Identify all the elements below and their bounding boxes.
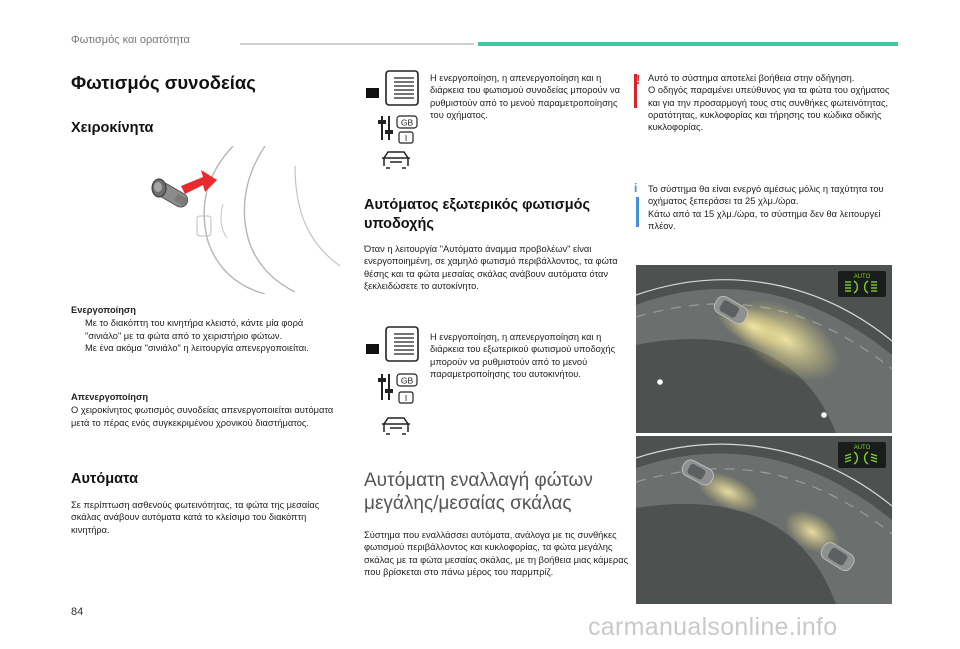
svg-text:GB: GB: [400, 117, 414, 128]
lighting-stalk-illustration: [145, 146, 340, 294]
info-note: i Το σύστημα θα είναι ενεργό αμέσως μόλις η ταχύτητα του οχήματος ξεπεράσει τα 25 χλμ./ώρα. Κάτω από τα 15 χλμ./ώρα, το σύστημα δεν θα λειτουργεί πλέον.: [634, 181, 884, 231]
svg-text:I: I: [404, 393, 408, 403]
settings-sliders-icon: [382, 116, 389, 140]
menu-icons-2: [364, 326, 424, 444]
screen-icon: [366, 88, 379, 98]
svg-text:I: I: [404, 133, 408, 143]
page-number: 84: [71, 606, 84, 618]
manual-title: Χειροκίνητα: [71, 120, 154, 136]
touchscreen-icon: [386, 327, 418, 361]
deactivation-block: [71, 391, 343, 429]
running-title: Φωτισμός και ορατότητα: [71, 34, 190, 46]
activation-item: Με ένα ακόμα "σινιάλο" η λειτουργία απενεργοποιείται.: [85, 342, 309, 353]
menu-note-1: Η ενεργοποίηση, η απενεργοποίηση και η διάρκεια του φωτισμού συνοδείας μπορούν να ρυθμιστούν από το μενού παραμετροποίησης του οχήματος.: [430, 73, 620, 120]
warning-icon: !: [636, 72, 641, 87]
activation-block: [71, 304, 341, 354]
car-icon: [382, 418, 410, 434]
activation-title: Ενεργοποίηση: [71, 305, 136, 315]
page-title: Φωτισμός συνοδείας: [71, 72, 256, 93]
warning-note: ! Αυτό το σύστημα αποτελεί βοήθεια στην οδήγηση. Ο οδηγός παραμένει υπεύθυνος για τα φώτα του οχήματος και για την προσαρμογή τους στις συνθήκες φωτεινότητας, ορατότητας, κυκλοφορίας και τήρησης του κώδικα οδικής κυκλοφορίας.: [636, 72, 890, 133]
auto-badge: AUTO: [853, 445, 871, 451]
deactivation-title: Απενεργοποίηση: [71, 392, 149, 402]
menu-note-2: Η ενεργοποίηση, η απενεργοποίηση και η διάρκεια του εξωτερικού φωτισμού υποδοχής μπορούν να ρυθμιστούν από το μενού παραμετροποίησης του αυτοκινήτου.: [430, 332, 616, 379]
high-beam-illustration: [636, 265, 892, 433]
welcome-text: Όταν η λειτουργία "Αυτόματο άναμμα προβολέων" είναι ενεργοποιημένη, σε χαμηλό φωτισμό περιβάλλοντος, τα φώτα θέσης και τα φώτα μεσαίας σκάλας ανάβουν αυτόματα όταν ξεκλειδώσετε το αυτοκίνητο.: [364, 244, 618, 291]
automatic-title: Αυτόματα: [71, 471, 139, 487]
settings-sliders-icon: [382, 374, 389, 400]
auto-badge: AUTO: [853, 274, 871, 280]
dipped-beam-illustration: [636, 436, 892, 604]
welcome-title: Αυτόματος εξωτερικός φωτισμός υποδοχής: [364, 197, 590, 232]
screen-icon: [366, 344, 379, 354]
menu-icons-1: [364, 70, 424, 172]
activation-item: Με το διακόπτη του κινητήρα κλειστό, κάντε μία φορά "σινιάλο" με τα φώτα από το χειριστήριο φώτων.: [85, 318, 304, 341]
automatic-text: Σε περίπτωση ασθενούς φωτεινότητας, τα φώτα της μεσαίας σκάλας ανάβουν αυτόματα κατά το κλείσιμο του διακόπτη κινητήρα.: [71, 500, 320, 535]
deactivation-text: Ο χειροκίνητος φωτισμός συνοδείας απενεργοποιείται αυτόματα μετά το πέρας ενός συγκεκριμένου χρονικού διαστήματος.: [71, 405, 334, 428]
svg-text:GB: GB: [400, 375, 414, 386]
beam-switch-title: Αυτόματη εναλλαγή φώτων μεγάλης/μεσαίας σκάλας: [364, 470, 593, 514]
watermark: carmanualsonline.info: [588, 613, 838, 641]
header-accent-rule: [478, 42, 898, 46]
header-rule: [240, 43, 474, 45]
beam-switch-text: Σύστημα που εναλλάσσει αυτόματα, ανάλογα με τις συνθήκες φωτισμού περιβάλλοντος και κυκλοφορίας, τα φώτα μεγάλης σκάλας με τα φώτα μεσαίας σκάλας, με τη βοήθεια μιας κάμερας που βρίσκεται στο πάνω μέρος του παρμπρίζ.: [364, 530, 629, 577]
touchscreen-icon: [386, 71, 418, 105]
car-icon: [382, 152, 410, 168]
info-icon: i: [634, 181, 638, 195]
